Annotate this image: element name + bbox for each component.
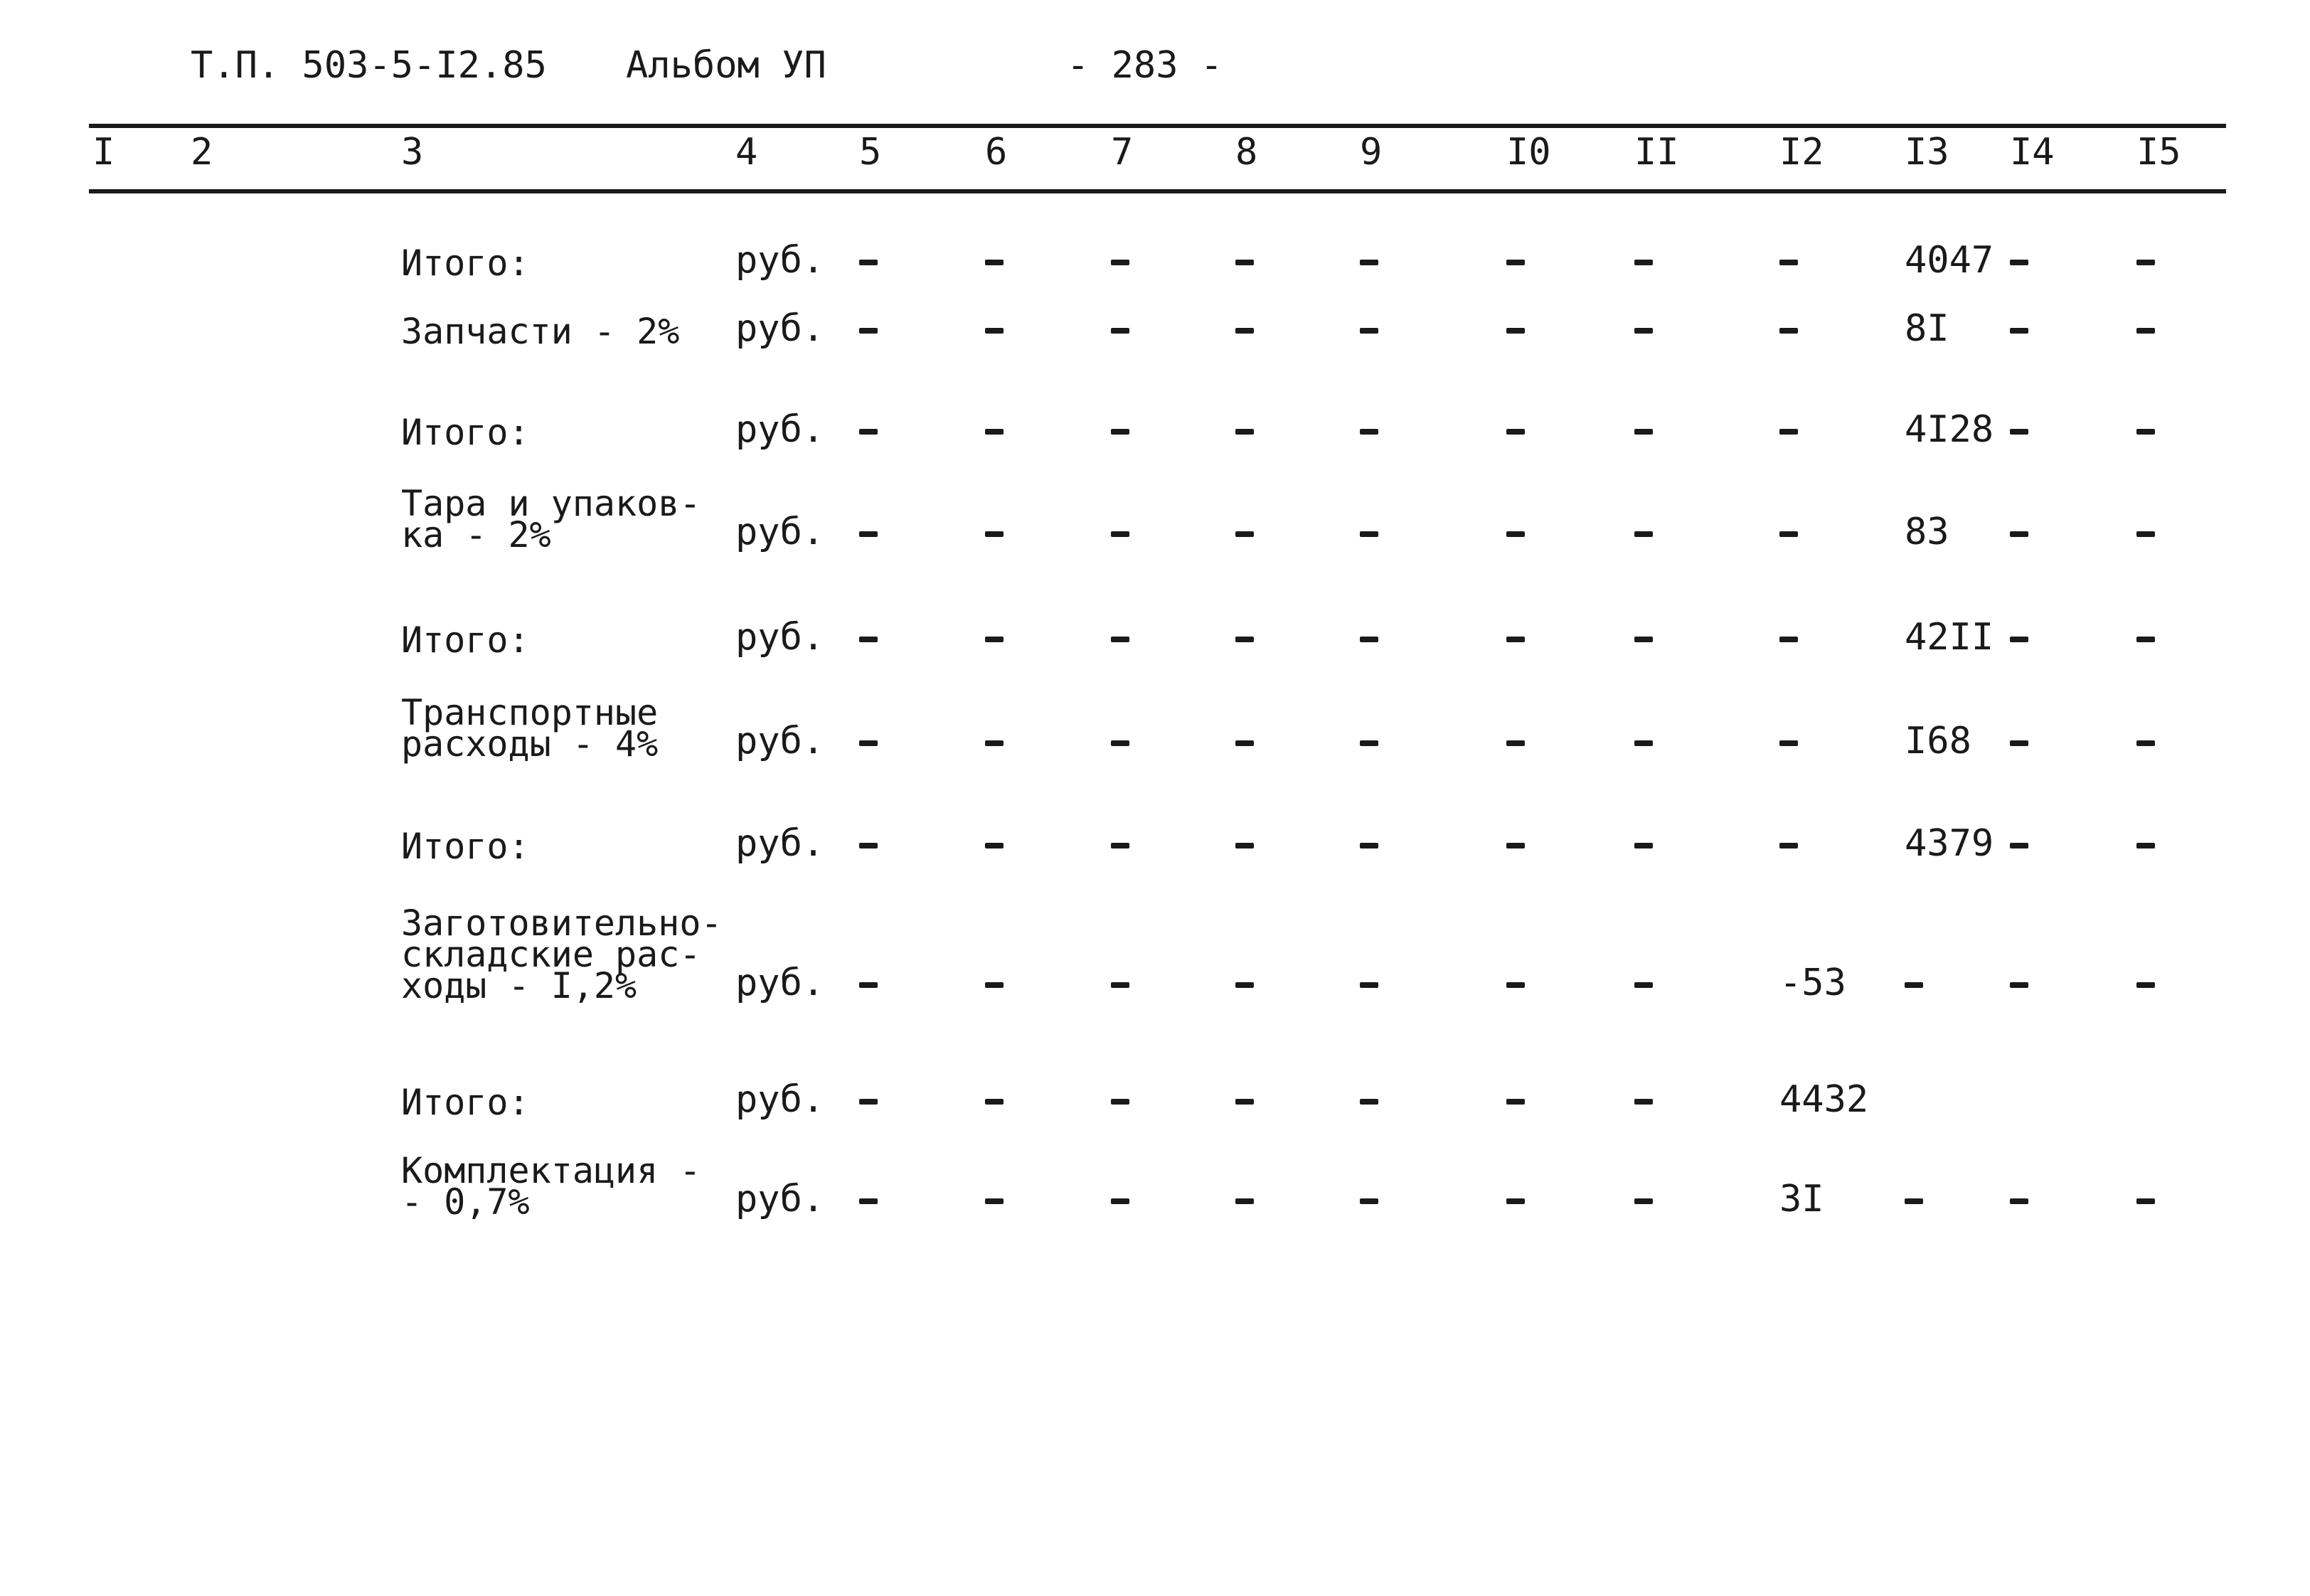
table-row <box>0 304 2310 352</box>
value-col-14 <box>2010 514 2028 550</box>
empty-dash-col-7 <box>1111 1181 1129 1218</box>
column-header-8: 8 <box>1235 131 1258 174</box>
empty-dash-col-11 <box>1634 310 1653 347</box>
value-col-12 <box>1779 723 1798 760</box>
column-header-11: II <box>1634 131 1679 174</box>
empty-dash-col-9 <box>1360 1181 1378 1218</box>
empty-dash-col-5 <box>859 411 878 448</box>
empty-dash-col-10 <box>1506 1081 1525 1118</box>
row-item-name: Заготовительно- складские рас- ходы - I,2% <box>401 903 723 1006</box>
column-header-14: I4 <box>2010 131 2055 174</box>
value-col-13: 83 <box>1905 511 1949 553</box>
empty-dash-col-9 <box>1360 964 1378 1001</box>
value-col-13: 4I28 <box>1905 408 1994 451</box>
empty-dash-col-7 <box>1111 411 1129 448</box>
empty-dash-col-6 <box>985 242 1004 279</box>
value-col-15 <box>2136 964 2155 1001</box>
row-unit: руб. <box>735 962 825 1004</box>
value-col-14 <box>2010 825 2028 862</box>
empty-dash-col-8 <box>1235 964 1254 1001</box>
column-header-10: I0 <box>1506 131 1551 174</box>
column-header-7: 7 <box>1111 131 1134 174</box>
empty-dash-col-7 <box>1111 723 1129 760</box>
empty-dash-col-6 <box>985 825 1004 862</box>
empty-dash-col-7 <box>1111 514 1129 550</box>
empty-dash-col-5 <box>859 242 878 279</box>
empty-dash-col-5 <box>859 619 878 656</box>
value-col-12 <box>1779 619 1798 656</box>
row-item-name: Транспортные расходы - 4% <box>401 692 659 765</box>
value-col-12 <box>1779 411 1798 448</box>
column-header-6: 6 <box>985 131 1008 174</box>
empty-dash-col-10 <box>1506 310 1525 347</box>
column-header-13: I3 <box>1905 131 1949 174</box>
value-col-12 <box>1779 514 1798 550</box>
empty-dash-col-5 <box>859 1181 878 1218</box>
empty-dash-col-11 <box>1634 242 1653 279</box>
empty-dash-col-10 <box>1506 619 1525 656</box>
column-header-3: 3 <box>401 131 424 174</box>
row-item-name: Комплектация - - 0,7% <box>401 1150 701 1223</box>
empty-dash-col-6 <box>985 964 1004 1001</box>
value-col-15 <box>2136 619 2155 656</box>
empty-dash-col-7 <box>1111 1081 1129 1118</box>
row-unit: руб. <box>735 307 825 350</box>
value-col-12 <box>1779 825 1798 862</box>
value-col-13: I68 <box>1905 720 1971 762</box>
empty-dash-col-6 <box>985 310 1004 347</box>
empty-dash-col-11 <box>1634 825 1653 862</box>
empty-dash-col-9 <box>1360 310 1378 347</box>
value-col-14 <box>2010 411 2028 448</box>
row-item-name: Тара и упаков- ка - 2% <box>401 483 701 555</box>
value-col-13: 4047 <box>1905 239 1994 282</box>
empty-dash-col-10 <box>1506 411 1525 448</box>
value-col-12 <box>1779 242 1798 279</box>
empty-dash-col-5 <box>859 723 878 760</box>
empty-dash-col-5 <box>859 1081 878 1118</box>
value-col-14 <box>2010 619 2028 656</box>
empty-dash-col-8 <box>1235 514 1254 550</box>
empty-dash-col-8 <box>1235 1081 1254 1118</box>
value-col-15 <box>2136 242 2155 279</box>
row-unit: руб. <box>735 408 825 451</box>
empty-dash-col-5 <box>859 964 878 1001</box>
empty-dash-col-11 <box>1634 514 1653 550</box>
value-col-14 <box>2010 242 2028 279</box>
empty-dash-col-5 <box>859 825 878 862</box>
empty-dash-col-7 <box>1111 242 1129 279</box>
value-col-13 <box>1905 1181 1923 1218</box>
empty-dash-col-11 <box>1634 1081 1653 1118</box>
empty-dash-col-11 <box>1634 1181 1653 1218</box>
empty-dash-col-6 <box>985 619 1004 656</box>
row-item-name: Итого: <box>401 826 530 867</box>
page-number: - 283 - <box>1067 44 1223 87</box>
value-col-14 <box>2010 964 2028 1001</box>
row-unit: руб. <box>735 616 825 659</box>
column-header-12: I2 <box>1779 131 1824 174</box>
empty-dash-col-7 <box>1111 825 1129 862</box>
table-row <box>0 236 2310 284</box>
empty-dash-col-11 <box>1634 619 1653 656</box>
column-header-4: 4 <box>735 131 758 174</box>
row-unit: руб. <box>735 822 825 865</box>
value-col-12: -53 <box>1779 962 1846 1004</box>
row-unit: руб. <box>735 239 825 282</box>
column-header-5: 5 <box>859 131 882 174</box>
empty-dash-col-10 <box>1506 242 1525 279</box>
empty-dash-col-10 <box>1506 1181 1525 1218</box>
empty-dash-col-8 <box>1235 411 1254 448</box>
row-unit: руб. <box>735 511 825 553</box>
table-row <box>0 1139 2310 1223</box>
value-col-13: 8I <box>1905 307 1949 350</box>
value-col-15 <box>2136 411 2155 448</box>
column-header-row <box>0 131 2310 188</box>
row-item-name: Итого: <box>401 243 530 284</box>
row-unit: руб. <box>735 720 825 762</box>
empty-dash-col-7 <box>1111 964 1129 1001</box>
empty-dash-col-8 <box>1235 619 1254 656</box>
empty-dash-col-6 <box>985 411 1004 448</box>
row-item-name: Итого: <box>401 1082 530 1123</box>
empty-dash-col-7 <box>1111 310 1129 347</box>
value-col-12: 4432 <box>1779 1078 1869 1121</box>
empty-dash-col-9 <box>1360 411 1378 448</box>
empty-dash-col-10 <box>1506 723 1525 760</box>
empty-dash-col-8 <box>1235 723 1254 760</box>
value-col-12: 3I <box>1779 1178 1824 1220</box>
empty-dash-col-10 <box>1506 825 1525 862</box>
empty-dash-col-9 <box>1360 619 1378 656</box>
value-col-15 <box>2136 310 2155 347</box>
value-col-12 <box>1779 310 1798 347</box>
column-header-15: I5 <box>2136 131 2181 174</box>
row-item-name: Запчасти - 2% <box>401 311 680 352</box>
column-header-9: 9 <box>1360 131 1383 174</box>
empty-dash-col-5 <box>859 514 878 550</box>
table-row <box>0 681 2310 765</box>
empty-dash-col-6 <box>985 723 1004 760</box>
empty-dash-col-10 <box>1506 514 1525 550</box>
row-item-name: Итого: <box>401 619 530 661</box>
empty-dash-col-9 <box>1360 1081 1378 1118</box>
value-col-13: 42II <box>1905 616 1994 659</box>
empty-dash-col-8 <box>1235 242 1254 279</box>
empty-dash-col-9 <box>1360 514 1378 550</box>
empty-dash-col-8 <box>1235 825 1254 862</box>
value-col-14 <box>2010 1181 2028 1218</box>
empty-dash-col-10 <box>1506 964 1525 1001</box>
value-col-13: 4379 <box>1905 822 1994 865</box>
table-row <box>0 613 2310 661</box>
document-code: Т.П. 503-5-I2.85 <box>191 44 547 87</box>
table-row <box>0 472 2310 555</box>
empty-dash-col-6 <box>985 1081 1004 1118</box>
empty-dash-col-6 <box>985 514 1004 550</box>
empty-dash-col-9 <box>1360 723 1378 760</box>
value-col-14 <box>2010 310 2028 347</box>
empty-dash-col-6 <box>985 1181 1004 1218</box>
table-row <box>0 888 2310 1006</box>
page-header <box>0 44 2310 101</box>
row-item-name: Итого: <box>401 412 530 453</box>
row-unit: руб. <box>735 1078 825 1121</box>
value-col-15 <box>2136 1181 2155 1218</box>
empty-dash-col-8 <box>1235 310 1254 347</box>
empty-dash-col-9 <box>1360 825 1378 862</box>
table-row <box>0 819 2310 867</box>
table-row <box>0 405 2310 453</box>
column-header-1: I <box>92 131 115 174</box>
row-unit: руб. <box>735 1178 825 1220</box>
value-col-15 <box>2136 723 2155 760</box>
table-body <box>0 213 2310 1280</box>
value-col-15 <box>2136 825 2155 862</box>
empty-dash-col-7 <box>1111 619 1129 656</box>
empty-dash-col-5 <box>859 310 878 347</box>
value-col-13 <box>1905 964 1923 1001</box>
empty-dash-col-11 <box>1634 411 1653 448</box>
table-header-rule <box>89 189 2226 193</box>
value-col-15 <box>2136 514 2155 550</box>
empty-dash-col-11 <box>1634 964 1653 1001</box>
empty-dash-col-11 <box>1634 723 1653 760</box>
table-row <box>0 1075 2310 1123</box>
album-label: Альбом УП <box>626 44 826 87</box>
column-header-2: 2 <box>191 131 213 174</box>
empty-dash-col-9 <box>1360 242 1378 279</box>
empty-dash-col-8 <box>1235 1181 1254 1218</box>
table-top-rule <box>89 124 2226 128</box>
value-col-14 <box>2010 723 2028 760</box>
